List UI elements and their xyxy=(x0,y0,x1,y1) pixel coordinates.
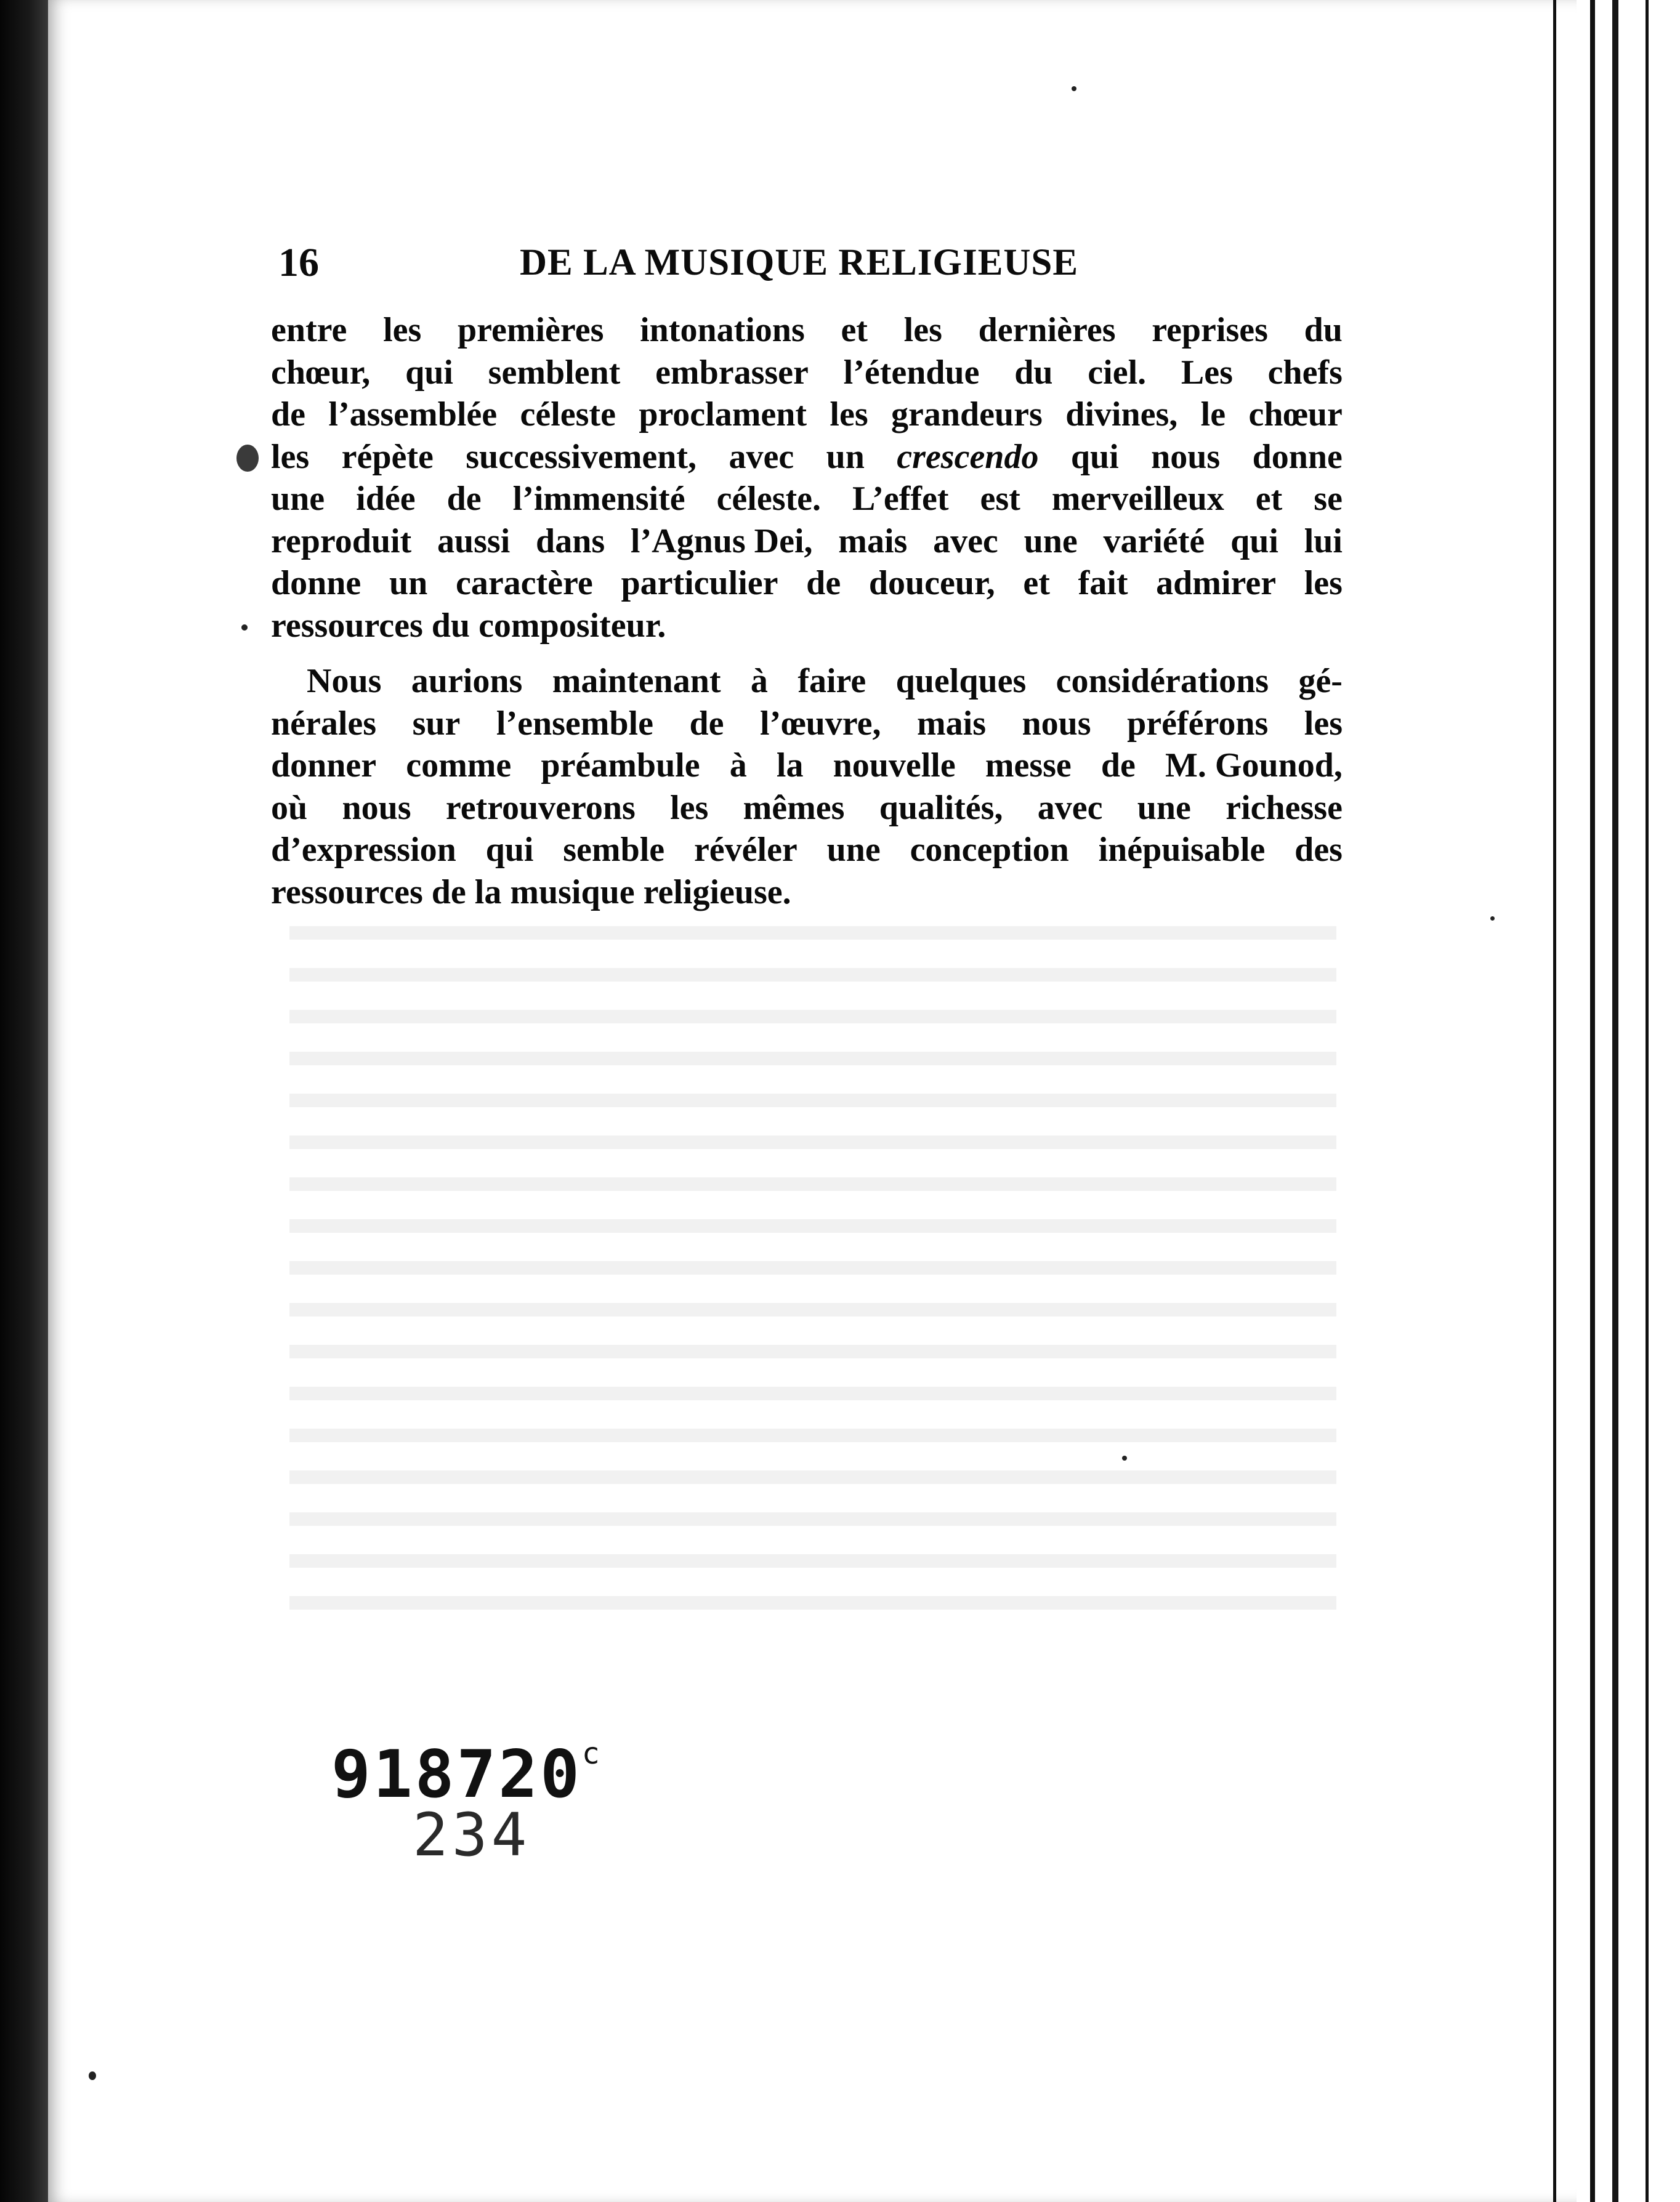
word: successivement, xyxy=(466,437,697,476)
word: grandeurs xyxy=(891,395,1043,434)
word: qualités, xyxy=(879,788,1003,827)
word: à xyxy=(729,746,747,784)
word: merveilleux xyxy=(1051,480,1224,518)
page-edge-line xyxy=(1553,0,1556,2202)
text-line xyxy=(271,562,1343,605)
word: L’effet xyxy=(852,480,949,518)
word: avec xyxy=(1037,788,1103,827)
word: maintenant xyxy=(552,662,721,700)
word: mais xyxy=(917,704,986,743)
word: ressources du compositeur. xyxy=(271,606,666,645)
word: admirer xyxy=(1156,564,1277,602)
word: proclament xyxy=(639,395,807,434)
word: les xyxy=(383,311,422,349)
word: se xyxy=(1314,480,1343,518)
word: les xyxy=(670,788,709,827)
word: mais xyxy=(838,522,908,560)
word: donner xyxy=(271,746,377,784)
word: ciel. xyxy=(1088,353,1147,392)
scan-speck xyxy=(236,445,259,472)
word: donne xyxy=(1252,437,1343,476)
text-line xyxy=(271,871,1343,914)
text-line xyxy=(271,829,1343,871)
word: céleste xyxy=(520,395,616,434)
scan-speck xyxy=(89,2071,96,2080)
paragraph-gap xyxy=(271,647,1343,660)
text-line xyxy=(271,660,1343,703)
word: à xyxy=(750,662,768,700)
word: préférons xyxy=(1127,704,1269,743)
word: nérales xyxy=(271,704,377,743)
word: lui xyxy=(1304,522,1343,560)
word: qui xyxy=(1230,522,1278,560)
word: intonations xyxy=(640,311,805,349)
word: reproduit xyxy=(271,522,412,560)
call-number-suffix: c xyxy=(581,1736,602,1771)
page-edge-line xyxy=(1590,0,1595,2202)
word: les xyxy=(903,311,942,349)
scan-speck xyxy=(1122,1456,1127,1461)
word: embrasser xyxy=(655,353,809,392)
word: une xyxy=(1137,788,1191,827)
word: révéler xyxy=(693,831,798,869)
text-line xyxy=(271,436,1343,478)
word: l’immensité xyxy=(512,480,685,518)
word: chœur, xyxy=(271,353,371,392)
word: l’Agnus Dei, xyxy=(630,522,813,560)
word: idée xyxy=(356,480,416,518)
word: caractère xyxy=(455,564,593,602)
word: de xyxy=(806,564,841,602)
scan-left-edge xyxy=(0,0,49,2202)
word: et xyxy=(1255,480,1283,518)
word: la xyxy=(776,746,804,784)
word: Nous xyxy=(307,662,382,700)
word: Les xyxy=(1181,353,1233,392)
scan-speck xyxy=(1490,916,1495,921)
scan-speck xyxy=(1072,86,1076,91)
word: avec xyxy=(729,437,794,476)
word: nouvelle xyxy=(833,746,956,784)
word: ressources de la musique religieuse. xyxy=(271,873,791,911)
word: et xyxy=(841,311,868,349)
word: aussi xyxy=(437,522,511,560)
word: reprises xyxy=(1152,311,1268,349)
word: une xyxy=(826,831,881,869)
word: céleste. xyxy=(716,480,821,518)
word: crescendo xyxy=(897,437,1039,476)
word: une xyxy=(1024,522,1078,560)
word: considérations xyxy=(1056,662,1269,700)
word: un xyxy=(389,564,428,602)
word: semble xyxy=(563,831,665,869)
word: de xyxy=(1100,746,1136,784)
word: l’assemblée xyxy=(328,395,498,434)
page-number: 16 xyxy=(278,240,319,285)
word: les xyxy=(1304,704,1343,743)
word: inépuisable xyxy=(1098,831,1266,869)
word: d’expression xyxy=(271,831,456,869)
word: premières xyxy=(457,311,604,349)
word: mêmes xyxy=(743,788,845,827)
text-line xyxy=(271,703,1343,745)
word: qui xyxy=(405,353,453,392)
text-line xyxy=(271,605,1343,647)
word: nous xyxy=(1151,437,1221,476)
word: entre xyxy=(271,311,347,349)
word: dans xyxy=(536,522,605,560)
scan-speck xyxy=(241,624,248,631)
word: les xyxy=(830,395,868,434)
call-number-sub: 234 xyxy=(413,1801,531,1869)
word: semblent xyxy=(488,353,621,392)
word: préambule xyxy=(541,746,700,784)
word: quelques xyxy=(895,662,1027,700)
word: l’ensemble xyxy=(496,704,653,743)
word: qui xyxy=(485,831,534,869)
text-line xyxy=(271,787,1343,829)
word: messe xyxy=(985,746,1072,784)
word: de xyxy=(446,480,482,518)
bleed-through-text xyxy=(289,911,1336,1638)
word: divines, xyxy=(1065,395,1178,434)
word: avec xyxy=(933,522,998,560)
call-number: 918720 xyxy=(331,1736,582,1812)
word: douceur, xyxy=(868,564,995,602)
word: nous xyxy=(1022,704,1091,743)
word: chefs xyxy=(1267,353,1343,392)
word: faire xyxy=(798,662,866,700)
word: répète xyxy=(341,437,434,476)
word: l’étendue xyxy=(843,353,980,392)
word: richesse xyxy=(1226,788,1343,827)
word: du xyxy=(1014,353,1053,392)
text-line xyxy=(271,393,1343,436)
text-line xyxy=(271,744,1343,787)
text-line xyxy=(271,309,1343,352)
page-edge-line xyxy=(1646,0,1649,2202)
word: fait xyxy=(1078,564,1128,602)
text-line xyxy=(271,352,1343,394)
word: des xyxy=(1294,831,1343,869)
text-line xyxy=(271,520,1343,563)
word: dernières xyxy=(978,311,1116,349)
word: qui xyxy=(1070,437,1119,476)
word: le xyxy=(1200,395,1226,434)
word: variété xyxy=(1103,522,1205,560)
running-head: DE LA MUSIQUE RELIGIEUSE xyxy=(520,242,1079,283)
page-edge-line xyxy=(1612,0,1618,2202)
word: du xyxy=(1304,311,1343,349)
page-header xyxy=(278,235,1347,291)
word: gé- xyxy=(1298,662,1343,700)
word: où xyxy=(271,788,308,827)
word: est xyxy=(980,480,1020,518)
word: chœur xyxy=(1248,395,1343,434)
word: de xyxy=(689,704,724,743)
word: aurions xyxy=(411,662,523,700)
word: sur xyxy=(412,704,461,743)
word: M. Gounod, xyxy=(1165,746,1343,784)
word: et xyxy=(1023,564,1050,602)
word: conception xyxy=(910,831,1069,869)
word: particulier xyxy=(621,564,778,602)
word: de xyxy=(271,395,305,434)
word: les xyxy=(271,437,310,476)
word: un xyxy=(826,437,865,476)
word: une xyxy=(271,480,325,518)
word: nous xyxy=(342,788,411,827)
body-text xyxy=(271,309,1343,913)
word: l’œuvre, xyxy=(759,704,881,743)
word: retrouverons xyxy=(445,788,636,827)
text-line xyxy=(271,478,1343,520)
word: donne xyxy=(271,564,361,602)
word: comme xyxy=(406,746,512,784)
word: les xyxy=(1304,564,1343,602)
